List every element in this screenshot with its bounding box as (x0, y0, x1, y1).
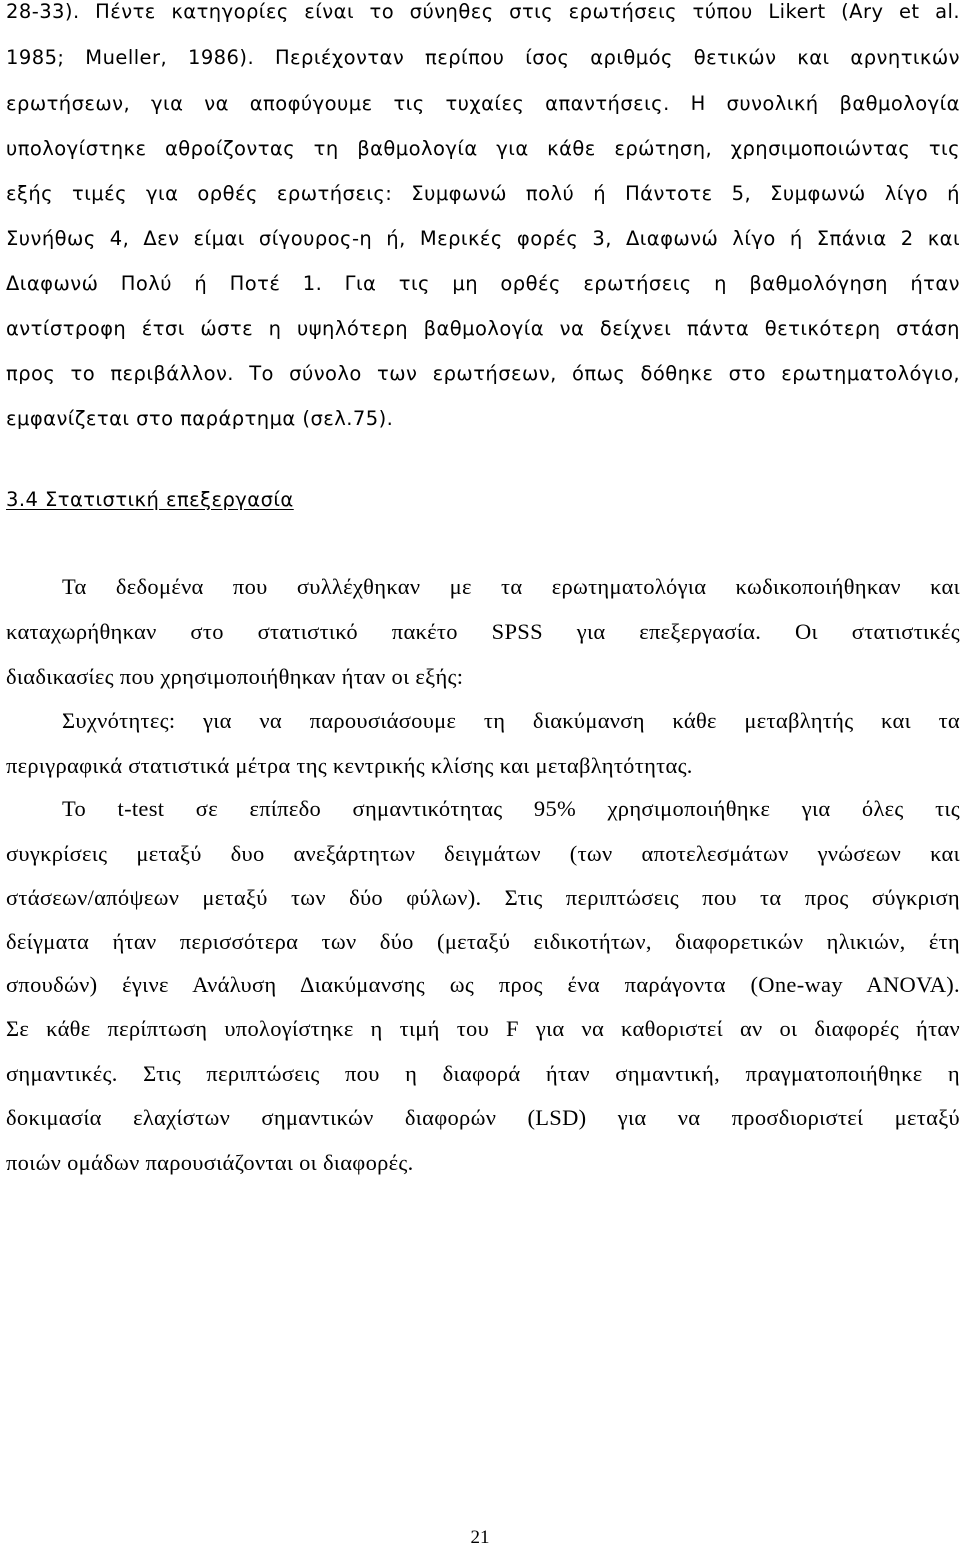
text-line: προς το περιβάλλον. Το σύνολο των ερωτήσεων, όπως δόθηκε στο ερωτηματολόγιο, (6, 362, 960, 385)
text-line: διαδικασίες που χρησιμοποιήθηκαν ήταν οι εξής: (6, 664, 464, 689)
text-line: συγκρίσεις μεταξύ δυο ανεξάρτητων δειγμάτων (των αποτελεσμάτων γνώσεων και (6, 841, 960, 866)
text-line: αντίστροφη έτσι ώστε η υψηλότερη βαθμολογία να δείχνει πάντα θετικότερη στάση (6, 317, 960, 340)
text-line: 28-33). Πέντε κατηγορίες είναι το σύνηθες στις ερωτήσεις τύπου Likert (Ary et al. (6, 0, 960, 23)
text-line: Το t-test σε επίπεδο σημαντικότητας 95% χρησιμοποιήθηκε για όλες τις (62, 796, 960, 821)
page-number: 21 (470, 1527, 490, 1548)
text-line: υπολογίστηκε αθροίζοντας τη βαθμολογία για κάθε ερώτηση, χρησιμοποιώντας τις (6, 137, 960, 160)
text-line: ερωτήσεων, για να αποφύγουμε τις τυχαίες απαντήσεις. Η συνολική βαθμολογία (6, 92, 960, 115)
text-line: Συχνότητες: για να παρουσιάσουμε τη διακύμανση κάθε μεταβλητής και τα (62, 708, 960, 733)
text-line: 1985; Mueller, 1986). Περιέχονταν περίπου ίσος αριθμός θετικών και αρνητικών (6, 46, 960, 69)
text-line: ποιών ομάδων παρουσιάζονται οι διαφορές. (6, 1150, 414, 1175)
text-line: σπουδών) έγινε Ανάλυση Διακύμανσης ως προς ένα παράγοντα (One-way ANOVA). (6, 972, 960, 997)
text-line: εξής τιμές για ορθές ερωτήσεις: Συμφωνώ πολύ ή Πάντοτε 5, Συμφωνώ λίγο ή (6, 182, 960, 205)
text-line: εμφανίζεται στο παράρτημα (σελ.75). (6, 407, 394, 430)
text-line: Συνήθως 4, Δεν είμαι σίγουρος-η ή, Μερικές φορές 3, Διαφωνώ λίγο ή Σπάνια 2 και (6, 227, 960, 250)
text-line: σημαντικές. Στις περιπτώσεις που η διαφορά ήταν σημαντική, πραγματοποιήθηκε η (6, 1061, 960, 1086)
text-line: Σε κάθε περίπτωση υπολογίστηκε η τιμή του F για να καθοριστεί αν οι διαφορές ήταν (6, 1016, 960, 1041)
text-line: Διαφωνώ Πολύ ή Ποτέ 1. Για τις μη ορθές ερωτήσεις η βαθμολόγηση ήταν (6, 272, 960, 295)
text-line: περιγραφικά στατιστικά μέτρα της κεντρικής κλίσης και μεταβλητότητας. (6, 753, 693, 778)
text-line: δοκιμασία ελαχίστων σημαντικών διαφορών (LSD) για να προσδιοριστεί μεταξύ (6, 1105, 960, 1130)
text-line: Τα δεδομένα που συλλέχθηκαν με τα ερωτηματολόγια κωδικοποιήθηκαν και (62, 574, 960, 599)
text-line: δείγματα ήταν περισσότερα των δύο (μεταξύ ειδικοτήτων, διαφορετικών ηλικιών, έτη (6, 929, 960, 954)
section-heading: 3.4 Στατιστική επεξεργασία (6, 488, 294, 511)
text-line: στάσεων/απόψεων μεταξύ των δύο φύλων). Στις περιπτώσεις που τα προς σύγκριση (6, 885, 960, 910)
text-line: καταχωρήθηκαν στο στατιστικό πακέτο SPSS για επεξεργασία. Οι στατιστικές (6, 619, 960, 644)
